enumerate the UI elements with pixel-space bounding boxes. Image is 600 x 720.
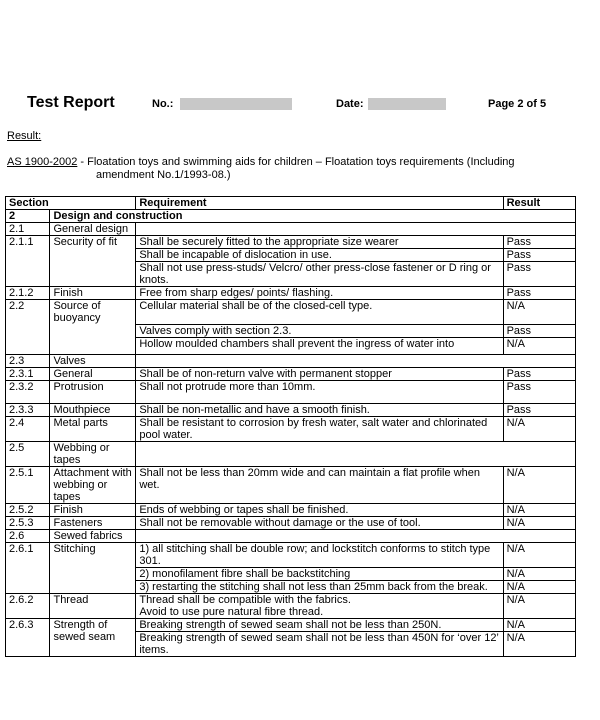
table-row <box>6 210 576 223</box>
standard-description <box>7 156 577 182</box>
result-value: N/A <box>503 338 575 355</box>
requirement-text <box>136 594 503 619</box>
result-value: N/A <box>503 543 575 568</box>
result-value: N/A <box>503 517 575 530</box>
table-row <box>6 442 576 467</box>
section-number: 2.1.2 <box>6 287 50 300</box>
table-row <box>6 467 576 504</box>
section-number: 2.5 <box>6 442 50 467</box>
section-number: 2.3.2 <box>6 381 50 404</box>
result-value: Pass <box>503 368 575 381</box>
table-row <box>6 355 576 368</box>
requirement-text: Shall not use press-studs/ Velcro/ other press-close fastener or D ring or knots. <box>136 262 503 287</box>
redacted-report-date <box>368 98 446 110</box>
requirement-text: Shall be securely fitted to the appropriate size wearer <box>136 236 503 249</box>
table-row <box>6 223 576 236</box>
standard-text-continued: amendment No.1/1993-08.) <box>96 169 231 181</box>
section-number: 2.3.3 <box>6 404 50 417</box>
section-title: Mouthpiece <box>50 404 136 417</box>
section-title: Sewed fabrics <box>50 530 136 543</box>
table-row <box>6 594 576 619</box>
section-title: Design and construction <box>50 210 576 223</box>
table-row <box>6 619 576 632</box>
section-title: Finish <box>50 504 136 517</box>
requirement-text: Hollow moulded chambers shall prevent the ingress of water into <box>136 338 503 355</box>
result-value: Pass <box>503 404 575 417</box>
requirement-text: Shall be incapable of dislocation in use. <box>136 249 503 262</box>
result-value: N/A <box>503 632 575 657</box>
header-requirement: Requirement <box>136 197 503 210</box>
requirement-text: Breaking strength of sewed seam shall not be less than 250N. <box>136 619 503 632</box>
section-title: Finish <box>50 287 136 300</box>
header-section: Section <box>6 197 136 210</box>
result-value: N/A <box>503 417 575 442</box>
section-title: Webbing or tapes <box>50 442 136 467</box>
table-row <box>6 300 576 325</box>
table-row <box>6 368 576 381</box>
section-title: Source of buoyancy <box>50 300 136 355</box>
result-value: N/A <box>503 619 575 632</box>
section-number: 2.4 <box>6 417 50 442</box>
section-number: 2.5.1 <box>6 467 50 504</box>
requirement-text: Shall be of non-return valve with permanent stopper <box>136 368 503 381</box>
table-row <box>6 417 576 442</box>
result-value: Pass <box>503 249 575 262</box>
requirement-text: Shall be resistant to corrosion by fresh water, salt water and chlorinated pool water. <box>136 417 503 442</box>
result-value: N/A <box>503 504 575 517</box>
section-title: Thread <box>50 594 136 619</box>
section-number: 2.3.1 <box>6 368 50 381</box>
requirement-text: Shall not be removable without damage or the use of tool. <box>136 517 503 530</box>
section-title: Security of fit <box>50 236 136 287</box>
section-number: 2 <box>6 210 50 223</box>
result-value: N/A <box>503 581 575 594</box>
section-title: Valves <box>50 355 136 368</box>
result-heading: Result: <box>7 130 42 142</box>
table-row <box>6 543 576 568</box>
report-title: Test Report <box>27 94 115 111</box>
table-header-row <box>6 197 576 210</box>
table-row <box>6 287 576 300</box>
result-value: Pass <box>503 381 575 404</box>
section-number: 2.2 <box>6 300 50 355</box>
table-row <box>6 504 576 517</box>
section-number: 2.1.1 <box>6 236 50 287</box>
requirement-text: Shall not be less than 20mm wide and can maintain a flat profile when wet. <box>136 467 503 504</box>
section-title: General <box>50 368 136 381</box>
section-number: 2.5.2 <box>6 504 50 517</box>
section-number: 2.3 <box>6 355 50 368</box>
redacted-report-number <box>180 98 292 110</box>
requirements-table <box>5 196 576 657</box>
empty-cell <box>136 355 576 368</box>
empty-cell <box>136 442 576 467</box>
section-number: 2.6.3 <box>6 619 50 657</box>
header-result: Result <box>503 197 575 210</box>
requirement-text: Breaking strength of sewed seam shall not be less than 450N for ‘over 12’ items. <box>136 632 503 657</box>
empty-cell <box>136 223 576 236</box>
requirement-text: Cellular material shall be of the closed-cell type. <box>136 300 503 325</box>
table-row <box>6 236 576 249</box>
table-row <box>6 404 576 417</box>
requirement-text: Shall be non-metallic and have a smooth finish. <box>136 404 503 417</box>
section-title: General design <box>50 223 136 236</box>
section-number: 2.5.3 <box>6 517 50 530</box>
report-date-label: Date: <box>336 98 364 110</box>
result-value: N/A <box>503 594 575 619</box>
requirement-line: Avoid to use pure natural fibre thread. <box>139 606 324 618</box>
result-value: Pass <box>503 236 575 249</box>
requirement-text: Free from sharp edges/ points/ flashing. <box>136 287 503 300</box>
result-value: Pass <box>503 325 575 338</box>
result-value: N/A <box>503 300 575 325</box>
section-title: Fasteners <box>50 517 136 530</box>
report-number-label: No.: <box>152 98 174 110</box>
requirement-text: 3) restarting the stitching shall not less than 25mm back from the break. <box>136 581 503 594</box>
requirement-text: Shall not protrude more than 10mm. <box>136 381 503 404</box>
table-row <box>6 381 576 404</box>
requirement-text: 2) monofilament fibre shall be backstitching <box>136 568 503 581</box>
section-number: 2.6 <box>6 530 50 543</box>
section-number: 2.6.2 <box>6 594 50 619</box>
section-number: 2.1 <box>6 223 50 236</box>
result-value: Pass <box>503 262 575 287</box>
result-value: Pass <box>503 287 575 300</box>
section-title: Strength of sewed seam <box>50 619 136 657</box>
result-value: N/A <box>503 467 575 504</box>
requirement-line: Thread shall be compatible with the fabrics. <box>139 594 351 606</box>
empty-cell <box>136 530 576 543</box>
section-number: 2.6.1 <box>6 543 50 594</box>
standard-text: - Floatation toys and swimming aids for children – Floatation toys requirements (Including <box>77 156 515 168</box>
requirement-text: Ends of webbing or tapes shall be finished. <box>136 504 503 517</box>
report-header <box>0 94 600 116</box>
section-title: Attachment with webbing or tapes <box>50 467 136 504</box>
page-indicator: Page 2 of 5 <box>488 98 547 110</box>
requirement-text: 1) all stitching shall be double row; and lockstitch conforms to stitch type 301. <box>136 543 503 568</box>
table-row <box>6 530 576 543</box>
table-row <box>6 517 576 530</box>
result-value: N/A <box>503 568 575 581</box>
section-title: Stitching <box>50 543 136 594</box>
section-title: Protrusion <box>50 381 136 404</box>
section-title: Metal parts <box>50 417 136 442</box>
standard-code: AS 1900-2002 <box>7 156 78 168</box>
requirement-text: Valves comply with section 2.3. <box>136 325 503 338</box>
